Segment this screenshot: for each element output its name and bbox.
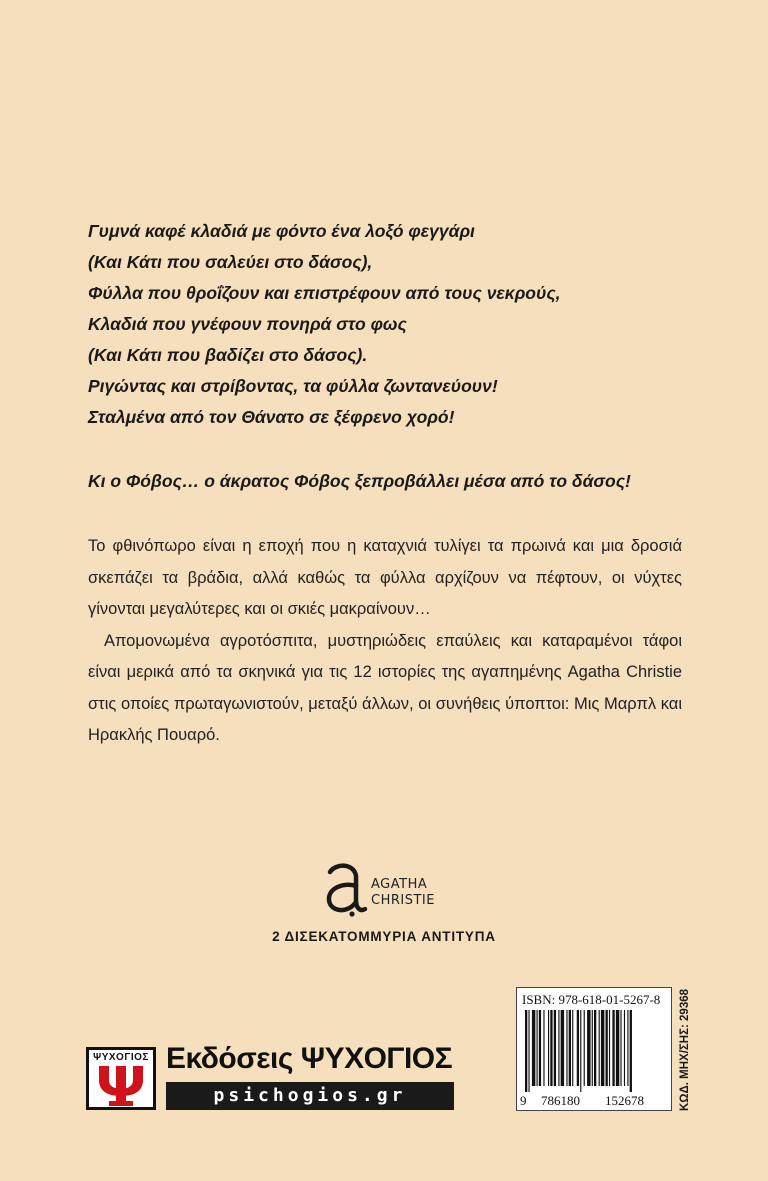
poem-line: Γυμνά καφέ κλαδιά με φόντο ένα λοξό φεγγάρι <box>88 221 475 241</box>
poem-line: Ριγώντας και στρίβοντας, τα φύλλα ζωντανεύουν! <box>88 376 498 396</box>
poem-line: (Και Κάτι που βαδίζει στο δάσος). <box>88 345 368 365</box>
barcode-digits-left: 786180 <box>541 1093 580 1108</box>
poem-line: Σταλμένα από τον Θάνατο σε ξέφρενο χορό! <box>88 407 455 427</box>
poem <box>88 216 688 433</box>
logo-word-christie: CHRISTIE <box>371 893 435 908</box>
publisher-logo <box>86 1047 156 1110</box>
publisher-name: Εκδόσεις ΨΥΧΟΓΙΟΣ <box>166 1042 453 1075</box>
agatha-christie-monogram-icon <box>322 858 368 920</box>
poem-line: Φύλλα που θροΐζουν και επιστρέφουν από τους νεκρούς, <box>88 283 561 303</box>
psi-icon <box>95 1064 147 1106</box>
blurb-paragraph: Απομονωμένα αγροτόσπιτα, μυστηριώδεις επαύλεις και καταραμένοι τάφοι είναι μερικά από τα σκηνικά για τις 12 ιστορίες της αγαπημένης Agatha Christie στις οποίες πρωταγωνιστούν, μεταξύ άλλων, οι συνήθεις ύποπτοι: Μις Μαρπλ και Ηρακλής Πουαρό. <box>88 631 682 744</box>
barcode-digit-first: 9 <box>520 1093 527 1108</box>
blurb-paragraph: Το φθινόπωρο είναι η εποχή που η καταχνιά τυλίγει τα πρωινά και μια δροσιά σκεπάζει τα βράδια, αλλά καθώς τα φύλλα αρχίζουν να πέφτουν, οι νύχτες γίνονται μεγαλύτερες και οι σκιές μακραίνουν… <box>88 537 682 618</box>
product-code <box>675 988 695 1112</box>
copies-sold-badge: 2 ΔΙΣΕΚΑΤΟΜΜΥΡΙΑ ΑΝΤΙΤΥΠΑ <box>272 929 496 944</box>
poem-line: Κλαδιά που γνέφουν πονηρά στο φως <box>88 314 407 334</box>
barcode-digits-right: 152678 <box>605 1093 644 1108</box>
isbn-barcode <box>516 987 672 1111</box>
blurb <box>88 531 682 752</box>
tagline: Κι ο Φόβος… ο άκρατος Φόβος ξεπροβάλλει μέσα από το δάσος! <box>88 471 631 491</box>
barcode-bars-icon <box>523 1010 667 1092</box>
logo-word-agatha: AGATHA <box>371 877 428 892</box>
poem-line: (Και Κάτι που σαλεύει στο δάσος), <box>88 252 373 272</box>
publisher-block <box>86 1042 454 1114</box>
agatha-christie-logo <box>322 858 452 920</box>
publisher-logo-text: ΨΥΧΟΓΙΟΣ <box>93 1052 149 1063</box>
product-code-text: ΚΩΔ. ΜΗΧ/ΣΗΣ: 29368 <box>679 988 691 1112</box>
isbn-label: ISBN: 978-618-01-5267-8 <box>522 992 661 1007</box>
publisher-website: psichogios.gr <box>166 1082 454 1110</box>
